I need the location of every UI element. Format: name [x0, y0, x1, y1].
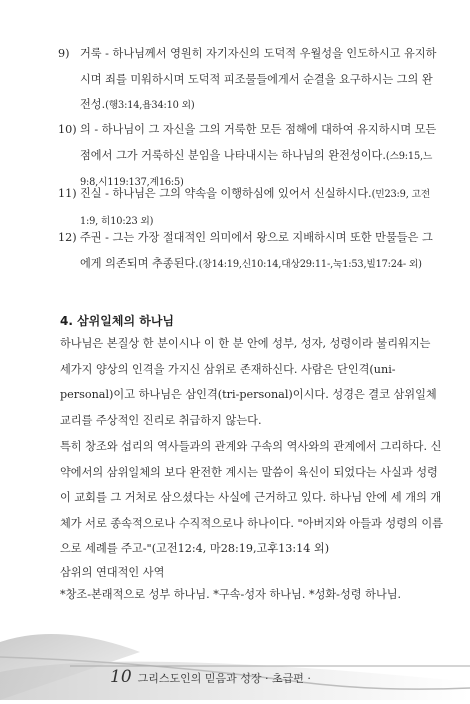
page-number: 10 [110, 667, 132, 687]
paragraph-text: 하나님은 본질상 한 분이시나 이 한 분 안에 성부, 성자, 성령이라 불리워지는 세가지 양상의 인격을 가지신 삼위로 존재하신다. 사람은 단인격(uni-personal)이고 하나님은 삼인격(tri-personal)이시다. 성경은 결코 삼위일체 교리를 주상적인 진리로 취급하지 않는다. [60, 337, 437, 427]
item-number: 10) [58, 123, 77, 136]
paragraph-text: 특히 창조와 섭리의 역사들과의 관계와 구속의 역사와의 관계에서 그리하다. 신약에서의 삼위일체의 보다 완전한 계시는 말씀이 육신이 되었다는 사실과 성령이 교회를 그 거처로 삼으셨다는 사실에 근거하고 있다. 하나님 안에 세 개의 개체가 서로 종속적으로나 수직적으로나 하나이다. "아버지와 아들과 성령의 이름으로 세례를 주고-"(고전12:4, 마28:19,고후13:14 외) [60, 440, 443, 555]
scripture-reference: (행3:14,욥34:10 외) [105, 100, 195, 111]
footer-swoosh-graphic [0, 622, 470, 700]
item-number: 12) [58, 231, 77, 244]
paragraph-detail [60, 434, 443, 562]
scripture-reference: (민23:9, 고전1:9, 히10:23 외) [80, 189, 431, 227]
paragraph-text: *창조-본래적으로 성부 하나님. *구속-성자 하나님. *성화-성령 하나님. [60, 588, 402, 601]
item-number: 11) [58, 187, 77, 200]
scripture-reference: (스9:15,느9:8,시119:137,계16:5) [80, 150, 433, 188]
item-text: 거룩 - 하나님께서 영원히 자기자신의 도덕적 우월성을 인도하시고 유지하시며 죄를 미워하시며 도덕적 피조물들에게서 순결을 요구하시는 그의 완전성. [80, 47, 437, 111]
scripture-reference: (창14:19,신10:14,대상29:11-,눅1:53,빌17:24- 외) [198, 258, 422, 270]
footer-decoration [0, 622, 470, 700]
section-heading: 4. 삼위일체의 하나님 [60, 314, 175, 328]
paragraph-works [60, 582, 443, 608]
item-text: 의 - 하나님이 그 자신을 그의 거룩한 모든 점해에 대하여 유지하시며 모든 점에서 그가 거룩하신 분임을 나타내시는 하나님의 완전성이다. [80, 123, 437, 162]
item-text: 주권 - 그는 가장 절대적인 의미에서 왕으로 지배하시며 또한 만물들은 그에게 의존되며 추종된다. [80, 231, 433, 270]
paragraph-text: 삼위의 연대적인 사역 [60, 566, 165, 579]
book-title: 그리스도인의 믿음과 성장 · 초급편 · [137, 672, 311, 685]
item-number: 9) [58, 47, 70, 60]
list-item-9 [58, 41, 441, 119]
paragraph-intro [60, 331, 443, 433]
item-text: 진실 - 하나님은 그의 약속을 이행하심에 있어서 신실하시다. [80, 187, 372, 200]
list-item-12 [58, 225, 441, 277]
page-footer [110, 667, 311, 687]
